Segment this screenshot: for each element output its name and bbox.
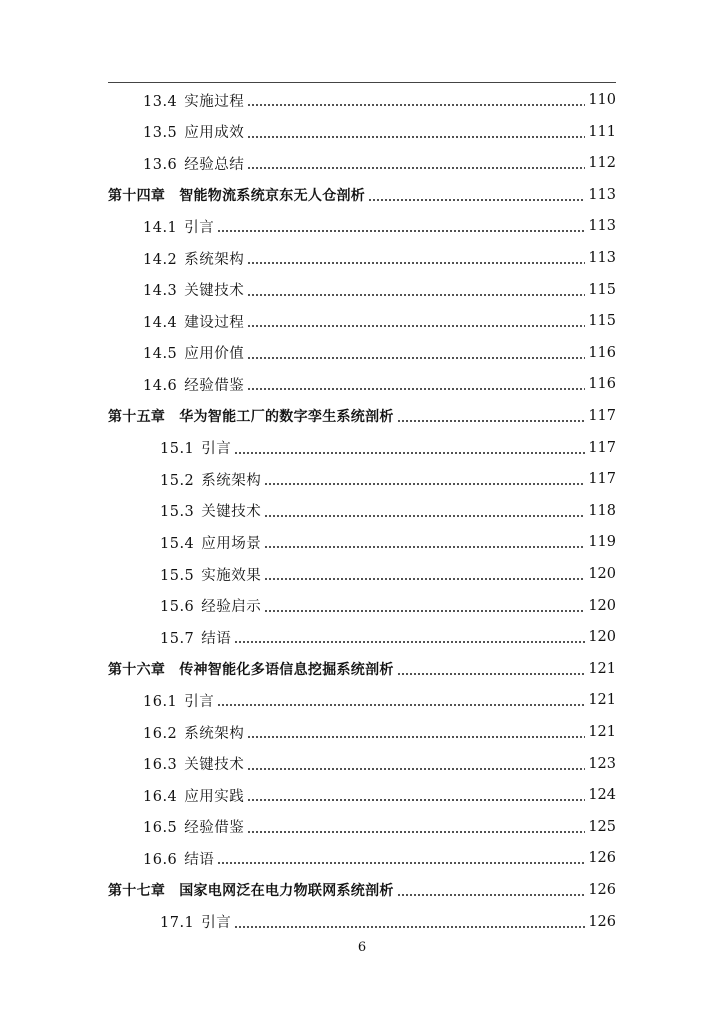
dot-leader [217,230,585,232]
toc-entry-number: 13.5 [143,125,178,142]
toc-entry-number: 第十四章 [108,187,166,204]
toc-entry-label [143,248,244,269]
toc-entry-number: 14.6 [143,377,178,394]
dot-leader [247,736,585,738]
toc-entry-number: 14.3 [143,283,178,300]
toc-entry-number: 15.1 [160,441,195,458]
toc-entry-number: 16.2 [143,725,178,742]
toc-entry-page: 120 [588,629,616,646]
toc-entry-number: 16.1 [143,693,178,710]
toc-section-entry[interactable] [160,526,616,558]
toc-entry-label [143,311,244,332]
toc-entry-number: 16.6 [143,851,178,868]
toc-entry-label [143,816,244,837]
toc-entry-number: 13.6 [143,156,178,173]
dot-leader [247,167,585,169]
toc-section-entry[interactable] [143,368,616,400]
toc-entry-page: 117 [588,471,616,488]
dot-leader [264,578,585,580]
toc-entry-title: 系统架构 [184,251,245,268]
toc-section-entry[interactable] [143,116,616,148]
toc-entry-page: 120 [588,597,616,614]
toc-entry-page: 113 [588,218,616,235]
toc-section-entry[interactable] [160,495,616,527]
toc-entry-title: 结语 [184,851,215,868]
toc-section-entry[interactable] [160,558,616,590]
toc-entry-title: 华为智能工厂的数字孪生系统剖析 [179,409,394,425]
toc-entry-title: 关键技术 [184,757,245,774]
toc-section-entry[interactable] [160,906,616,938]
toc-entry-page: 126 [588,913,616,930]
toc-entry-title: 传神智能化多语信息挖掘系统剖析 [179,661,394,678]
toc-entry-page: 126 [588,850,616,867]
toc-entry-number: 14.4 [143,314,178,331]
dot-leader [247,294,585,296]
toc-entry-label [143,216,214,237]
toc-entry-page: 116 [588,376,616,393]
toc-section-entry[interactable] [143,210,616,242]
toc-entry-label [108,659,394,679]
toc-entry-title: 经验启示 [201,599,262,616]
toc-entry-page: 126 [588,882,616,898]
toc-entry-page: 115 [588,313,616,330]
toc-entry-title: 经验借鉴 [184,820,245,837]
toc-entry-label [160,627,231,648]
dot-leader [368,199,585,201]
toc-entry-title: 引言 [184,693,215,710]
toc-section-entry[interactable] [143,305,616,337]
toc-entry-title: 系统架构 [201,472,262,489]
toc-entry-title: 经验借鉴 [184,377,245,394]
dot-leader [247,136,585,138]
toc-entry-title: 实施过程 [184,93,245,110]
toc-entry-page: 113 [588,250,616,266]
toc-entry-number: 16.5 [143,820,178,837]
toc-entry-number: 15.6 [160,599,195,616]
toc-entry-label [160,911,231,932]
dot-leader [264,515,585,517]
toc-section-entry[interactable] [143,84,616,116]
toc-section-entry[interactable] [143,779,616,811]
toc-section-entry[interactable] [160,432,616,464]
toc-entry-page: 111 [588,123,616,140]
toc-entry-label [143,342,244,363]
toc-entry-label [160,564,261,585]
toc-entry-label [143,374,244,395]
toc-entry-label [143,848,214,869]
toc-entry-title: 系统架构 [184,725,245,742]
toc-entry-number: 15.7 [160,630,195,647]
toc-entry-label [160,500,261,521]
toc-entry-label [143,153,244,174]
toc-entry-number: 15.4 [160,535,195,552]
toc-section-entry[interactable] [143,242,616,274]
dot-leader [264,546,585,548]
header-rule [108,82,616,83]
toc-entry-label [143,785,244,806]
toc-entry-title: 引言 [184,219,215,236]
toc-entry-page: 121 [588,660,616,677]
toc-entry-number: 14.5 [143,346,178,363]
toc-entry-label [160,469,261,490]
toc-entry-title: 智能物流系统京东无人仓剖析 [179,187,366,204]
toc-chapter-entry[interactable] [108,179,616,211]
toc-entry-title: 引言 [201,915,232,932]
toc-section-entry[interactable] [143,811,616,843]
dot-leader [234,641,585,643]
toc-entry-page: 116 [588,344,616,361]
dot-leader [247,768,585,770]
toc-entry-label [143,279,244,300]
toc-entry-title: 引言 [201,441,232,458]
toc-entry-label [160,532,261,553]
toc-entry-title: 建设过程 [184,314,245,331]
toc-chapter-entry[interactable] [108,653,616,685]
toc-entry-number: 13.4 [143,93,178,110]
toc-entry-page: 121 [588,692,616,709]
dot-leader [217,704,585,706]
toc-section-entry[interactable] [143,716,616,748]
toc-entry-label [108,185,365,205]
toc-entry-title: 实施效果 [201,567,262,584]
toc-entry-number: 15.5 [160,567,195,584]
toc-entry-page: 117 [588,408,616,424]
dot-leader [247,325,585,327]
toc-entry-label [143,753,244,774]
dot-leader [217,862,585,864]
toc-section-entry[interactable] [143,337,616,369]
toc-entry-number: 第十五章 [108,409,166,425]
toc-entry-title: 国家电网泛在电力物联网系统剖析 [179,883,394,899]
toc-section-entry[interactable] [160,463,616,495]
dot-leader [247,831,585,833]
toc-section-entry[interactable] [160,621,616,653]
toc-entry-number: 15.3 [160,504,195,521]
toc-entry-label [143,690,214,711]
toc-entry-number: 第十六章 [108,661,166,678]
toc-entry-label [108,406,394,426]
toc-entry-label [143,90,244,111]
toc-entry-page: 124 [588,787,616,804]
toc-entry-label [143,121,244,142]
toc-entry-title: 关键技术 [184,283,245,300]
toc-entry-page: 112 [588,155,616,172]
toc-chapter-entry[interactable] [108,400,616,432]
toc-entry-page: 118 [588,502,616,519]
toc-entry-page: 119 [588,534,616,551]
toc-entry-number: 16.4 [143,788,178,805]
dot-leader [397,894,586,896]
toc-section-entry[interactable] [143,274,616,306]
toc-entry-title: 应用成效 [184,125,245,142]
toc-entry-page: 110 [588,92,616,108]
toc-entry-title: 应用场景 [201,535,262,552]
toc-entry-number: 15.2 [160,472,195,489]
dot-leader [234,452,585,454]
dot-leader [397,673,586,675]
toc-entry-title: 应用实践 [184,788,245,805]
toc-entry-number: 14.2 [143,251,178,268]
dot-leader [247,357,585,359]
page-number: 6 [357,940,367,955]
toc-entry-number: 第十七章 [108,883,166,899]
dot-leader [264,483,585,485]
toc-section-entry[interactable] [160,590,616,622]
toc-entry-title: 经验总结 [184,156,245,173]
dot-leader [264,610,585,612]
dot-leader [247,388,585,390]
dot-leader [247,799,585,801]
toc-entry-number: 14.1 [143,219,178,236]
toc-section-entry[interactable] [143,842,616,874]
toc-entry-page: 113 [588,186,616,203]
toc-entry-page: 125 [588,818,616,835]
toc-entry-page: 117 [588,439,616,456]
toc-section-entry[interactable] [143,147,616,179]
toc-entry-title: 关键技术 [201,504,262,521]
dot-leader [247,104,585,106]
toc-entry-page: 123 [588,755,616,772]
toc-entry-label [160,595,261,616]
toc-entry-label [160,437,231,458]
toc-section-entry[interactable] [143,684,616,716]
toc-entry-title: 应用价值 [184,346,245,363]
toc-entry-page: 115 [588,281,616,298]
toc-entry-label [108,880,394,900]
toc-chapter-entry[interactable] [108,874,616,906]
toc-entry-label [143,722,244,743]
toc-entry-number: 17.1 [160,915,195,932]
dot-leader [247,262,585,264]
toc-entry-number: 16.3 [143,757,178,774]
toc-entry-page: 120 [588,566,616,582]
dot-leader [397,420,586,422]
toc-entry-title: 结语 [201,630,232,647]
dot-leader [234,926,585,928]
toc-section-entry[interactable] [143,748,616,780]
toc-entry-page: 121 [588,724,616,740]
